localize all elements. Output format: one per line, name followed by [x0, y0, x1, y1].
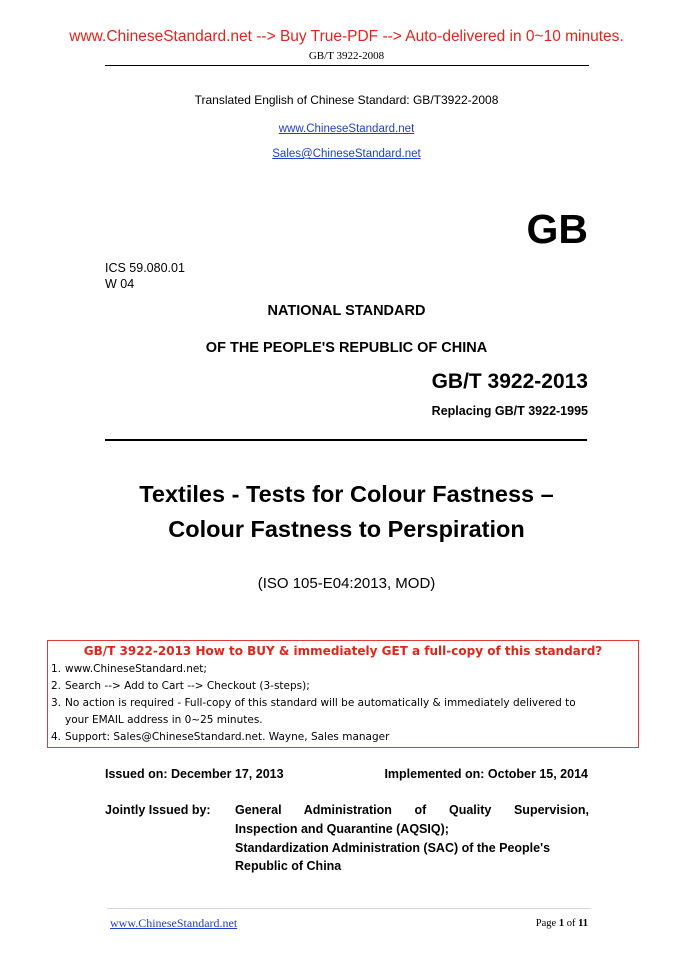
issuer-line-3: Standardization Administration (SAC) of the People's	[235, 841, 551, 855]
step-number: 1.	[51, 663, 62, 675]
page-of: of	[564, 918, 579, 929]
email-link[interactable]: Sales@ChineseStandard.net	[272, 148, 421, 160]
ics-code: ICS 59.080.01	[105, 261, 185, 275]
step-number: 4.	[51, 731, 62, 743]
step-text: Support: Sales@ChineseStandard.net. Wayne, Sales manager	[65, 731, 390, 743]
buy-step	[51, 663, 207, 675]
title-line-2: Colour Fastness to Perspiration	[168, 516, 525, 542]
ccs-code: W 04	[105, 277, 135, 291]
footer-link[interactable]: www.ChineseStandard.net	[110, 916, 238, 930]
page-number	[536, 918, 588, 929]
translation-line: Translated English of Chinese Standard: GB/T3922-2008	[194, 93, 499, 107]
step-text: www.ChineseStandard.net;	[65, 663, 207, 675]
page-total: 11	[578, 918, 588, 929]
step-text: Search --> Add to Cart --> Checkout (3-steps);	[65, 680, 310, 692]
gb-mark: GB	[526, 206, 588, 252]
buy-box	[47, 640, 639, 748]
page-current: 1	[558, 918, 565, 929]
replacing-note: Replacing GB/T 3922-1995	[431, 404, 588, 418]
title-line-1: Textiles - Tests for Colour Fastness –	[139, 481, 554, 507]
header-rule	[105, 65, 589, 66]
website-link-wrap	[0, 119, 693, 137]
page-prefix: Page	[535, 918, 559, 929]
footer-rule	[107, 908, 591, 909]
issuer-line-1: General Administration of Quality Supervision,	[235, 803, 589, 817]
title-rule	[105, 439, 587, 441]
step-text: No action is required - Full-copy of this standard will be automatically & immediately delivered to	[65, 697, 576, 709]
standard-code: GB/T 3922-2013	[431, 370, 588, 393]
email-link-wrap	[0, 144, 693, 162]
buy-step	[51, 697, 576, 709]
iso-reference: (ISO 105-E04:2013, MOD)	[257, 575, 436, 592]
implemented-date: Implemented on: October 15, 2014	[384, 767, 588, 781]
prc-heading: OF THE PEOPLE'S REPUBLIC OF CHINA	[205, 340, 488, 356]
issuer-line-2: Inspection and Quarantine (AQSIQ);	[235, 822, 449, 836]
buy-step	[51, 714, 263, 726]
buy-step	[51, 731, 389, 743]
issuer-line-4: Republic of China	[235, 859, 342, 873]
step-number: 3.	[51, 697, 62, 709]
issued-date: Issued on: December 17, 2013	[105, 767, 284, 781]
step-text: your EMAIL address in 0~25 minutes.	[65, 714, 263, 726]
top-banner[interactable]: www.ChineseStandard.net --> Buy True-PDF --> Auto-delivered in 0~10 minutes.	[69, 28, 624, 45]
buy-box-title[interactable]: GB/T 3922-2013 How to BUY & immediately GET a full-copy of this standard?	[83, 644, 603, 658]
website-link[interactable]: www.ChineseStandard.net	[278, 123, 415, 135]
jointly-label: Jointly Issued by:	[105, 803, 211, 817]
buy-step	[51, 680, 310, 692]
national-standard-heading: NATIONAL STANDARD	[267, 303, 426, 319]
header-standard-ref: GB/T 3922-2008	[308, 50, 385, 62]
step-number: 2.	[51, 680, 62, 692]
